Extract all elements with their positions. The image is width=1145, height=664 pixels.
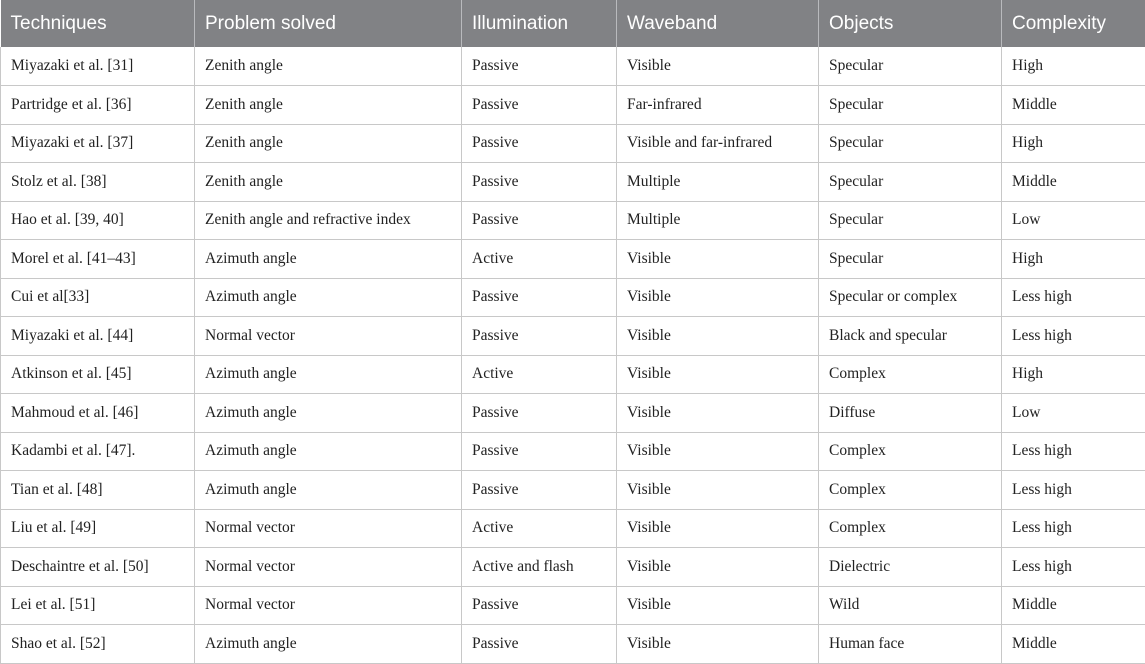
- cell-problem-solved: Azimuth angle: [195, 355, 462, 394]
- cell-waveband: Far-infrared: [617, 86, 819, 125]
- cell-illumination: Passive: [462, 625, 617, 664]
- cell-complexity: High: [1002, 240, 1145, 279]
- cell-illumination: Passive: [462, 278, 617, 317]
- cell-waveband: Multiple: [617, 201, 819, 240]
- cell-complexity: Less high: [1002, 278, 1145, 317]
- cell-waveband: Visible: [617, 394, 819, 433]
- cell-waveband: Visible: [617, 509, 819, 548]
- cell-complexity: Middle: [1002, 86, 1145, 125]
- table-row: [1, 124, 1145, 163]
- header-techniques: Techniques: [1, 0, 195, 47]
- cell-technique: Miyazaki et al. [44]: [1, 317, 195, 356]
- cell-problem-solved: Normal vector: [195, 548, 462, 587]
- cell-technique: Miyazaki et al. [37]: [1, 124, 195, 163]
- cell-waveband: Visible: [617, 278, 819, 317]
- cell-objects: Specular: [819, 86, 1002, 125]
- cell-problem-solved: Azimuth angle: [195, 278, 462, 317]
- cell-technique: Stolz et al. [38]: [1, 163, 195, 202]
- cell-waveband: Visible: [617, 548, 819, 587]
- cell-technique: Lei et al. [51]: [1, 586, 195, 625]
- cell-complexity: Less high: [1002, 509, 1145, 548]
- cell-technique: Morel et al. [41–43]: [1, 240, 195, 279]
- table-row: [1, 355, 1145, 394]
- cell-problem-solved: Azimuth angle: [195, 394, 462, 433]
- cell-problem-solved: Zenith angle: [195, 86, 462, 125]
- cell-problem-solved: Azimuth angle: [195, 240, 462, 279]
- cell-complexity: Low: [1002, 394, 1145, 433]
- cell-technique: Liu et al. [49]: [1, 509, 195, 548]
- table-row: [1, 240, 1145, 279]
- cell-problem-solved: Azimuth angle: [195, 471, 462, 510]
- cell-complexity: Less high: [1002, 548, 1145, 587]
- cell-waveband: Visible: [617, 432, 819, 471]
- cell-illumination: Passive: [462, 394, 617, 433]
- cell-complexity: High: [1002, 124, 1145, 163]
- cell-technique: Cui et al[33]: [1, 278, 195, 317]
- cell-technique: Mahmoud et al. [46]: [1, 394, 195, 433]
- cell-illumination: Passive: [462, 124, 617, 163]
- cell-technique: Tian et al. [48]: [1, 471, 195, 510]
- cell-complexity: Less high: [1002, 432, 1145, 471]
- table-row: [1, 201, 1145, 240]
- cell-waveband: Visible: [617, 471, 819, 510]
- table-row: [1, 86, 1145, 125]
- cell-objects: Dielectric: [819, 548, 1002, 587]
- cell-complexity: High: [1002, 355, 1145, 394]
- cell-problem-solved: Azimuth angle: [195, 625, 462, 664]
- cell-technique: Miyazaki et al. [31]: [1, 47, 195, 86]
- cell-waveband: Multiple: [617, 163, 819, 202]
- table-row: [1, 278, 1145, 317]
- table-row: [1, 471, 1145, 510]
- table-row: [1, 47, 1145, 86]
- table-header: [1, 0, 1145, 47]
- cell-complexity: Less high: [1002, 317, 1145, 356]
- header-problem-solved: Problem solved: [195, 0, 462, 47]
- cell-illumination: Passive: [462, 201, 617, 240]
- cell-objects: Complex: [819, 355, 1002, 394]
- cell-waveband: Visible: [617, 625, 819, 664]
- cell-problem-solved: Zenith angle: [195, 47, 462, 86]
- header-waveband: Waveband: [617, 0, 819, 47]
- cell-objects: Specular or complex: [819, 278, 1002, 317]
- table-row: [1, 625, 1145, 664]
- cell-illumination: Passive: [462, 586, 617, 625]
- header-illumination: Illumination: [462, 0, 617, 47]
- cell-objects: Specular: [819, 163, 1002, 202]
- cell-illumination: Passive: [462, 163, 617, 202]
- cell-illumination: Passive: [462, 317, 617, 356]
- cell-complexity: Middle: [1002, 625, 1145, 664]
- cell-problem-solved: Normal vector: [195, 586, 462, 625]
- cell-objects: Specular: [819, 240, 1002, 279]
- cell-problem-solved: Azimuth angle: [195, 432, 462, 471]
- cell-complexity: Middle: [1002, 586, 1145, 625]
- cell-illumination: Passive: [462, 471, 617, 510]
- cell-objects: Complex: [819, 509, 1002, 548]
- header-complexity: Complexity: [1002, 0, 1145, 47]
- cell-problem-solved: Zenith angle: [195, 163, 462, 202]
- table-row: [1, 394, 1145, 433]
- cell-objects: Complex: [819, 471, 1002, 510]
- cell-technique: Deschaintre et al. [50]: [1, 548, 195, 587]
- cell-technique: Kadambi et al. [47].: [1, 432, 195, 471]
- cell-objects: Specular: [819, 124, 1002, 163]
- table-row: [1, 432, 1145, 471]
- cell-illumination: Active: [462, 509, 617, 548]
- table-row: [1, 163, 1145, 202]
- cell-objects: Wild: [819, 586, 1002, 625]
- cell-technique: Hao et al. [39, 40]: [1, 201, 195, 240]
- header-objects: Objects: [819, 0, 1002, 47]
- cell-waveband: Visible: [617, 355, 819, 394]
- cell-waveband: Visible: [617, 586, 819, 625]
- cell-illumination: Passive: [462, 432, 617, 471]
- cell-technique: Shao et al. [52]: [1, 625, 195, 664]
- table-row: [1, 548, 1145, 587]
- table-body: [1, 47, 1145, 663]
- cell-waveband: Visible: [617, 317, 819, 356]
- cell-problem-solved: Normal vector: [195, 317, 462, 356]
- table-row: [1, 509, 1145, 548]
- cell-technique: Partridge et al. [36]: [1, 86, 195, 125]
- cell-objects: Specular: [819, 47, 1002, 86]
- cell-illumination: Passive: [462, 47, 617, 86]
- cell-complexity: High: [1002, 47, 1145, 86]
- cell-waveband: Visible and far-infrared: [617, 124, 819, 163]
- header-row: [1, 0, 1145, 47]
- cell-complexity: Low: [1002, 201, 1145, 240]
- cell-problem-solved: Normal vector: [195, 509, 462, 548]
- table-row: [1, 317, 1145, 356]
- cell-technique: Atkinson et al. [45]: [1, 355, 195, 394]
- cell-problem-solved: Zenith angle: [195, 124, 462, 163]
- cell-objects: Diffuse: [819, 394, 1002, 433]
- cell-illumination: Passive: [462, 86, 617, 125]
- cell-illumination: Active: [462, 355, 617, 394]
- cell-objects: Specular: [819, 201, 1002, 240]
- cell-complexity: Middle: [1002, 163, 1145, 202]
- cell-problem-solved: Zenith angle and refractive index: [195, 201, 462, 240]
- cell-complexity: Less high: [1002, 471, 1145, 510]
- cell-waveband: Visible: [617, 47, 819, 86]
- cell-objects: Black and specular: [819, 317, 1002, 356]
- cell-waveband: Visible: [617, 240, 819, 279]
- cell-illumination: Active: [462, 240, 617, 279]
- cell-illumination: Active and flash: [462, 548, 617, 587]
- cell-objects: Complex: [819, 432, 1002, 471]
- table-row: [1, 586, 1145, 625]
- cell-objects: Human face: [819, 625, 1002, 664]
